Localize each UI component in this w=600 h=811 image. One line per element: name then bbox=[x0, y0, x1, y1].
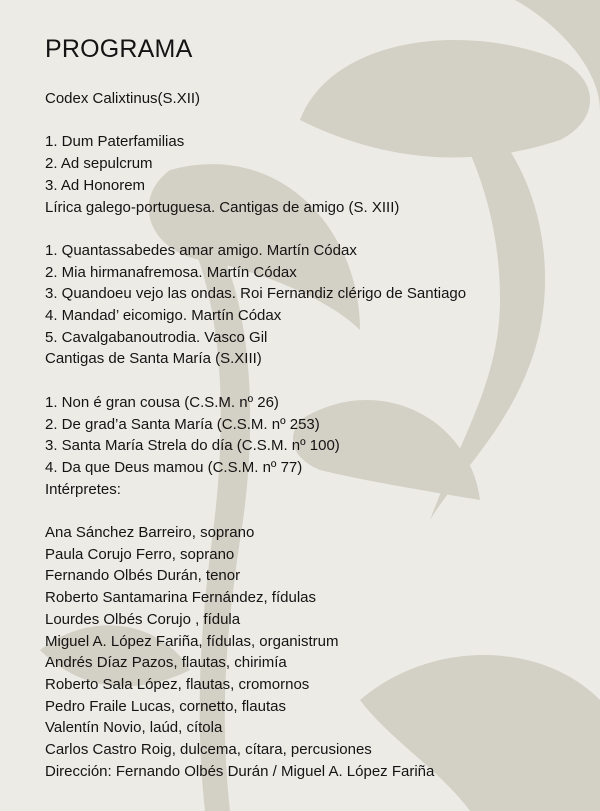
list-item: 1. Non é gran cousa (C.S.M. nº 26) bbox=[45, 393, 279, 411]
list-item: 5. Cavalgabanoutrodia. Vasco Gil bbox=[45, 328, 268, 346]
list-item: 1. Dum Paterfamilias bbox=[45, 133, 185, 151]
list-item: 2. Mia hirmanafremosa. Martín Códax bbox=[45, 263, 297, 281]
list-item: Valentín Novio, laúd, cítola bbox=[45, 719, 223, 737]
section-codex-calixtinus bbox=[45, 88, 585, 197]
list-item: 3. Ad Honorem bbox=[45, 176, 146, 194]
list-item: 3. Quandoeu vejo las ondas. Roi Fernandiz clérigo de Santiago bbox=[45, 285, 467, 303]
list-item: 4. Da que Deus mamou (C.S.M. nº 77) bbox=[45, 458, 303, 476]
piece-list bbox=[45, 392, 585, 479]
list-item: Lourdes Olbés Corujo , fídula bbox=[45, 610, 241, 628]
piece-list bbox=[45, 240, 585, 349]
list-item: 1. Quantassabedes amar amigo. Martín Códax bbox=[45, 241, 357, 259]
section-heading: Cantigas de Santa María (S.XIII) bbox=[45, 350, 262, 368]
list-item: Ana Sánchez Barreiro, soprano bbox=[45, 524, 255, 541]
performer-list bbox=[45, 522, 585, 782]
piece-list bbox=[45, 131, 585, 196]
list-item: Roberto Sala López, flautas, cromornos bbox=[45, 675, 310, 693]
list-item: 2. De grad’a Santa María (C.S.M. nº 253) bbox=[45, 415, 320, 433]
section-lirica-galego-portuguesa bbox=[45, 197, 585, 349]
list-item: Miguel A. López Fariña, fídulas, organistrum bbox=[45, 632, 339, 650]
section-heading: Lírica galego-portuguesa. Cantigas de amigo (S. XIII) bbox=[45, 198, 400, 216]
page-title: PROGRAMA bbox=[45, 35, 193, 63]
section-cantigas-santa-maria bbox=[45, 348, 585, 478]
list-item: Andrés Díaz Pazos, flautas, chirimía bbox=[45, 654, 287, 672]
section-heading: Codex Calixtinus(S.XII) bbox=[45, 90, 201, 107]
list-item: 3. Santa María Strela do día (C.S.M. nº 100) bbox=[45, 437, 340, 455]
list-item: Pedro Fraile Lucas, cornetto, flautas bbox=[45, 697, 286, 715]
section-heading: Intérpretes: bbox=[45, 480, 121, 498]
list-item: 4. Mandad’ eicomigo. Martín Códax bbox=[45, 307, 282, 324]
list-item: Carlos Castro Roig, dulcema, cítara, percusiones bbox=[45, 741, 372, 759]
list-item: 2. Ad sepulcrum bbox=[45, 155, 153, 173]
program-content bbox=[45, 33, 585, 782]
list-item: Roberto Santamarina Fernández, fídulas bbox=[45, 589, 316, 607]
list-item: Paula Corujo Ferro, soprano bbox=[45, 545, 235, 563]
list-item: Fernando Olbés Durán, tenor bbox=[45, 567, 241, 585]
section-interpretes bbox=[45, 479, 585, 783]
list-item: Dirección: Fernando Olbés Durán / Miguel A. López Fariña bbox=[45, 762, 435, 780]
